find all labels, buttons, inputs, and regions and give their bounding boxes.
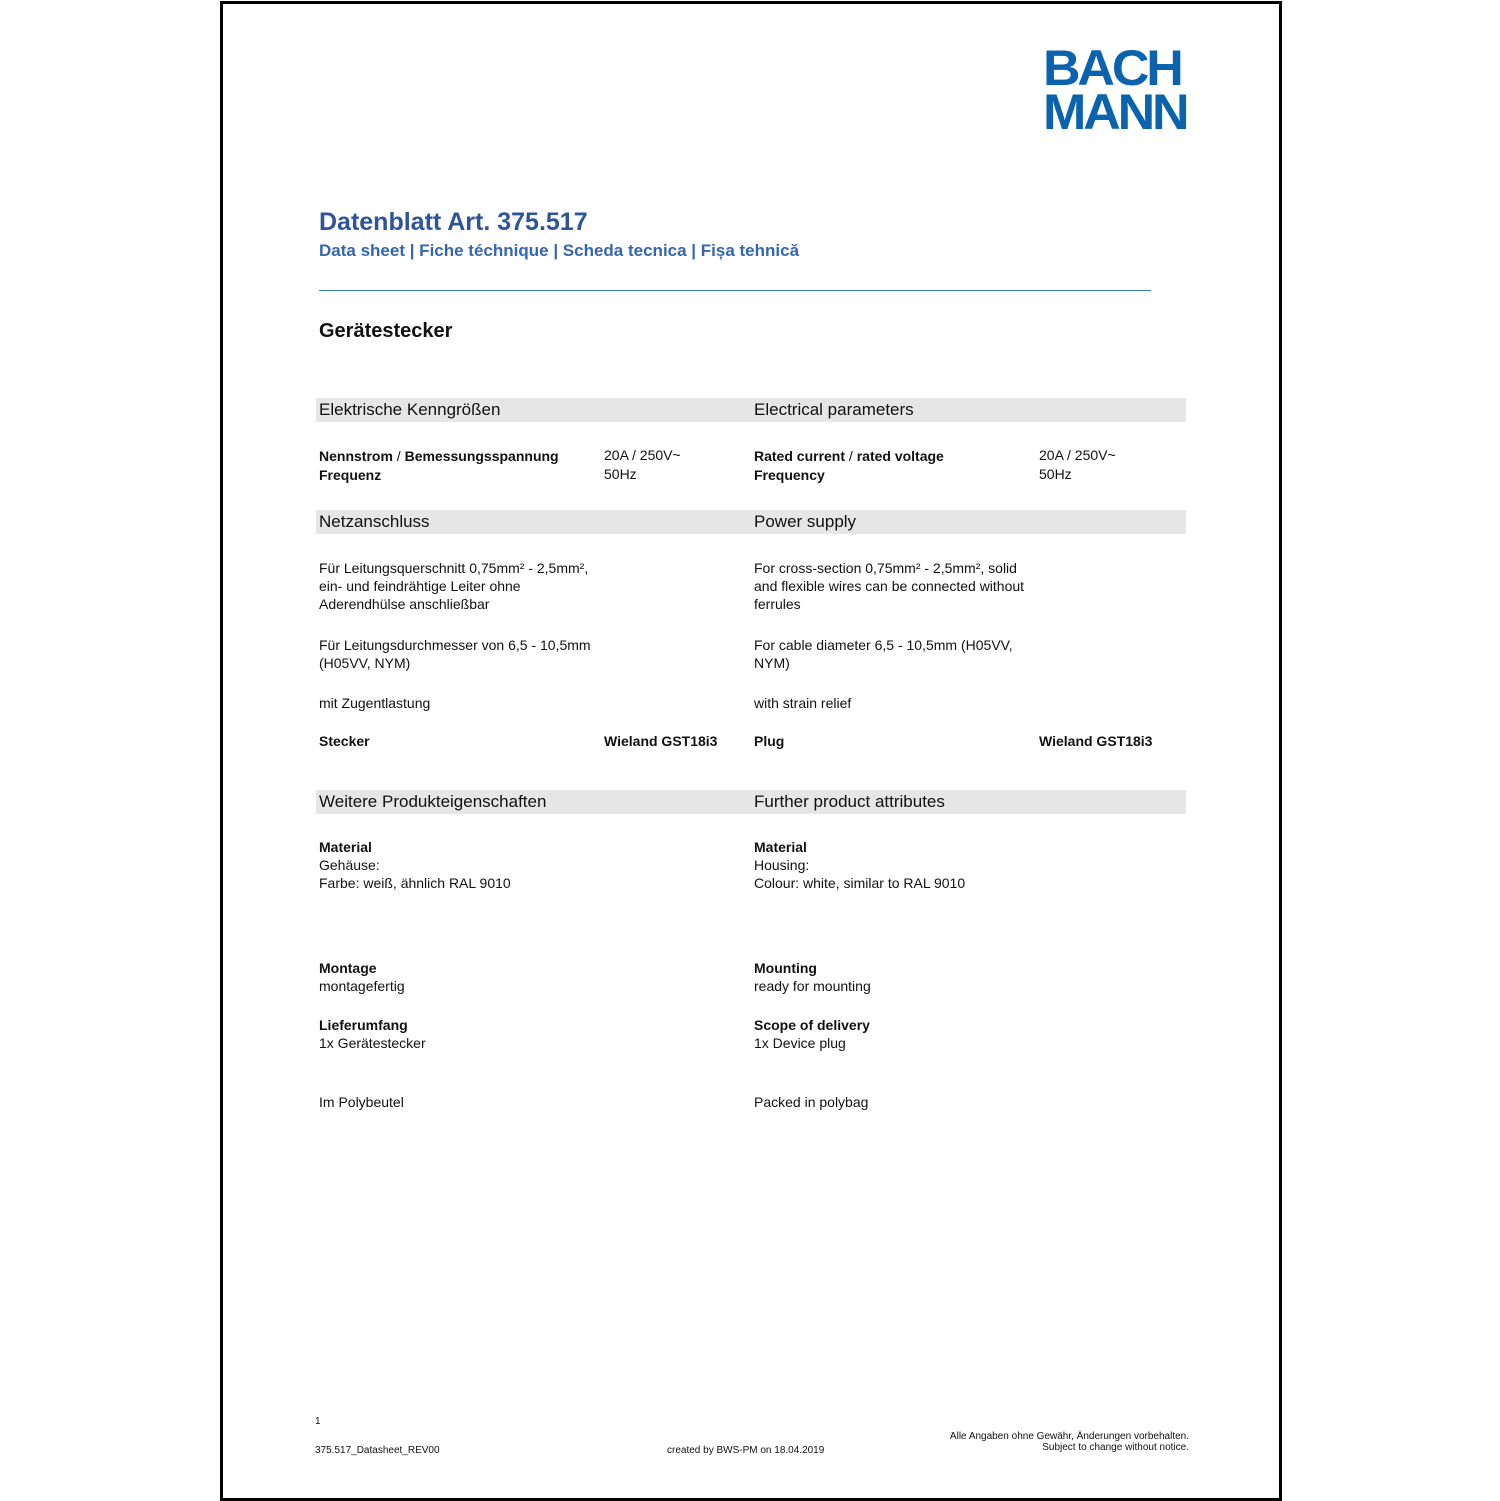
packaging-text-de: Im Polybeutel <box>319 1094 404 1110</box>
section-heading-de: Weitere Produkteigenschaften <box>319 792 547 811</box>
created-note: created by BWS-PM on 18.04.2019 <box>667 1445 825 1456</box>
section-bar-electrical <box>316 398 1186 422</box>
datasheet-page <box>220 1 1282 1501</box>
section-bar-power <box>316 510 1186 534</box>
logo-line-2: MANN <box>1043 84 1187 140</box>
plug-value-de: Wieland GST18i3 <box>604 733 718 749</box>
rated-current-label-en: Rated current / rated voltage <box>754 448 944 464</box>
rated-current-label-de: Nennstrom / Bemessungsspannung <box>319 448 559 464</box>
scope-block-de: Lieferumfang 1x Gerätestecker <box>319 1017 426 1051</box>
document-title: Datenblatt Art. 375.517 <box>319 208 588 236</box>
bachmann-logo <box>1043 40 1191 140</box>
page-number: 1 <box>315 1416 321 1427</box>
frequency-value-en: 50Hz <box>1039 466 1072 482</box>
plug-value-en: Wieland GST18i3 <box>1039 733 1153 749</box>
rated-current-value-de: 20A / 250V~ <box>604 447 681 463</box>
cross-section-text-de: Für Leitungsquerschnitt 0,75mm² - 2,5mm², ein- und feindrähtige Leiter ohne Aderendhülse anschließbar <box>319 560 589 612</box>
section-heading-en: Power supply <box>754 512 857 531</box>
section-bar-further <box>316 790 1186 814</box>
mounting-block-de: Montage montagefertig <box>319 960 405 994</box>
strain-relief-text-en: with strain relief <box>754 695 852 711</box>
section-heading-en: Further product attributes <box>754 792 945 811</box>
packaging-text-en: Packed in polybag <box>754 1094 869 1110</box>
mounting-block-en: Mounting ready for mounting <box>754 960 871 994</box>
disclaimer-en: Subject to change without notice. <box>1042 1442 1189 1453</box>
frequency-label-de: Frequenz <box>319 467 382 483</box>
document-subtitle: Data sheet | Fiche téchnique | Scheda tecnica | Fișa tehnică <box>319 241 800 260</box>
frequency-value-de: 50Hz <box>604 466 637 482</box>
document-id: 375.517_Datasheet_REV00 <box>315 1445 440 1456</box>
product-name: Gerätestecker <box>319 320 453 342</box>
strain-relief-text-de: mit Zugentlastung <box>319 695 431 711</box>
plug-label-de: Stecker <box>319 733 370 749</box>
scope-block-en: Scope of delivery 1x Device plug <box>754 1017 870 1051</box>
frequency-label-en: Frequency <box>754 467 825 483</box>
rated-current-value-en: 20A / 250V~ <box>1039 447 1116 463</box>
logo-line-1: BACH <box>1043 40 1181 96</box>
cable-diameter-text-de: Für Leitungsdurchmesser von 6,5 - 10,5mm (H05VV, NYM) <box>319 637 591 671</box>
plug-label-en: Plug <box>754 733 785 749</box>
cross-section-text-en: For cross-section 0,75mm² - 2,5mm², solid and flexible wires can be connected without ferrules <box>754 560 1025 612</box>
cable-diameter-text-en: For cable diameter 6,5 - 10,5mm (H05VV, NYM) <box>754 637 1013 671</box>
material-block-de: Material Gehäuse: Farbe: weiß, ähnlich RAL 9010 <box>319 839 511 891</box>
disclaimer-de: Alle Angaben ohne Gewähr, Änderungen vorbehalten. <box>949 1431 1189 1442</box>
section-heading-de: Elektrische Kenngrößen <box>319 400 501 419</box>
disclaimer <box>950 1431 1189 1453</box>
material-block-en: Material Housing: Colour: white, similar to RAL 9010 <box>754 839 966 891</box>
section-heading-de: Netzanschluss <box>319 512 430 531</box>
header-rule <box>319 290 1151 291</box>
section-heading-en: Electrical parameters <box>754 400 914 419</box>
